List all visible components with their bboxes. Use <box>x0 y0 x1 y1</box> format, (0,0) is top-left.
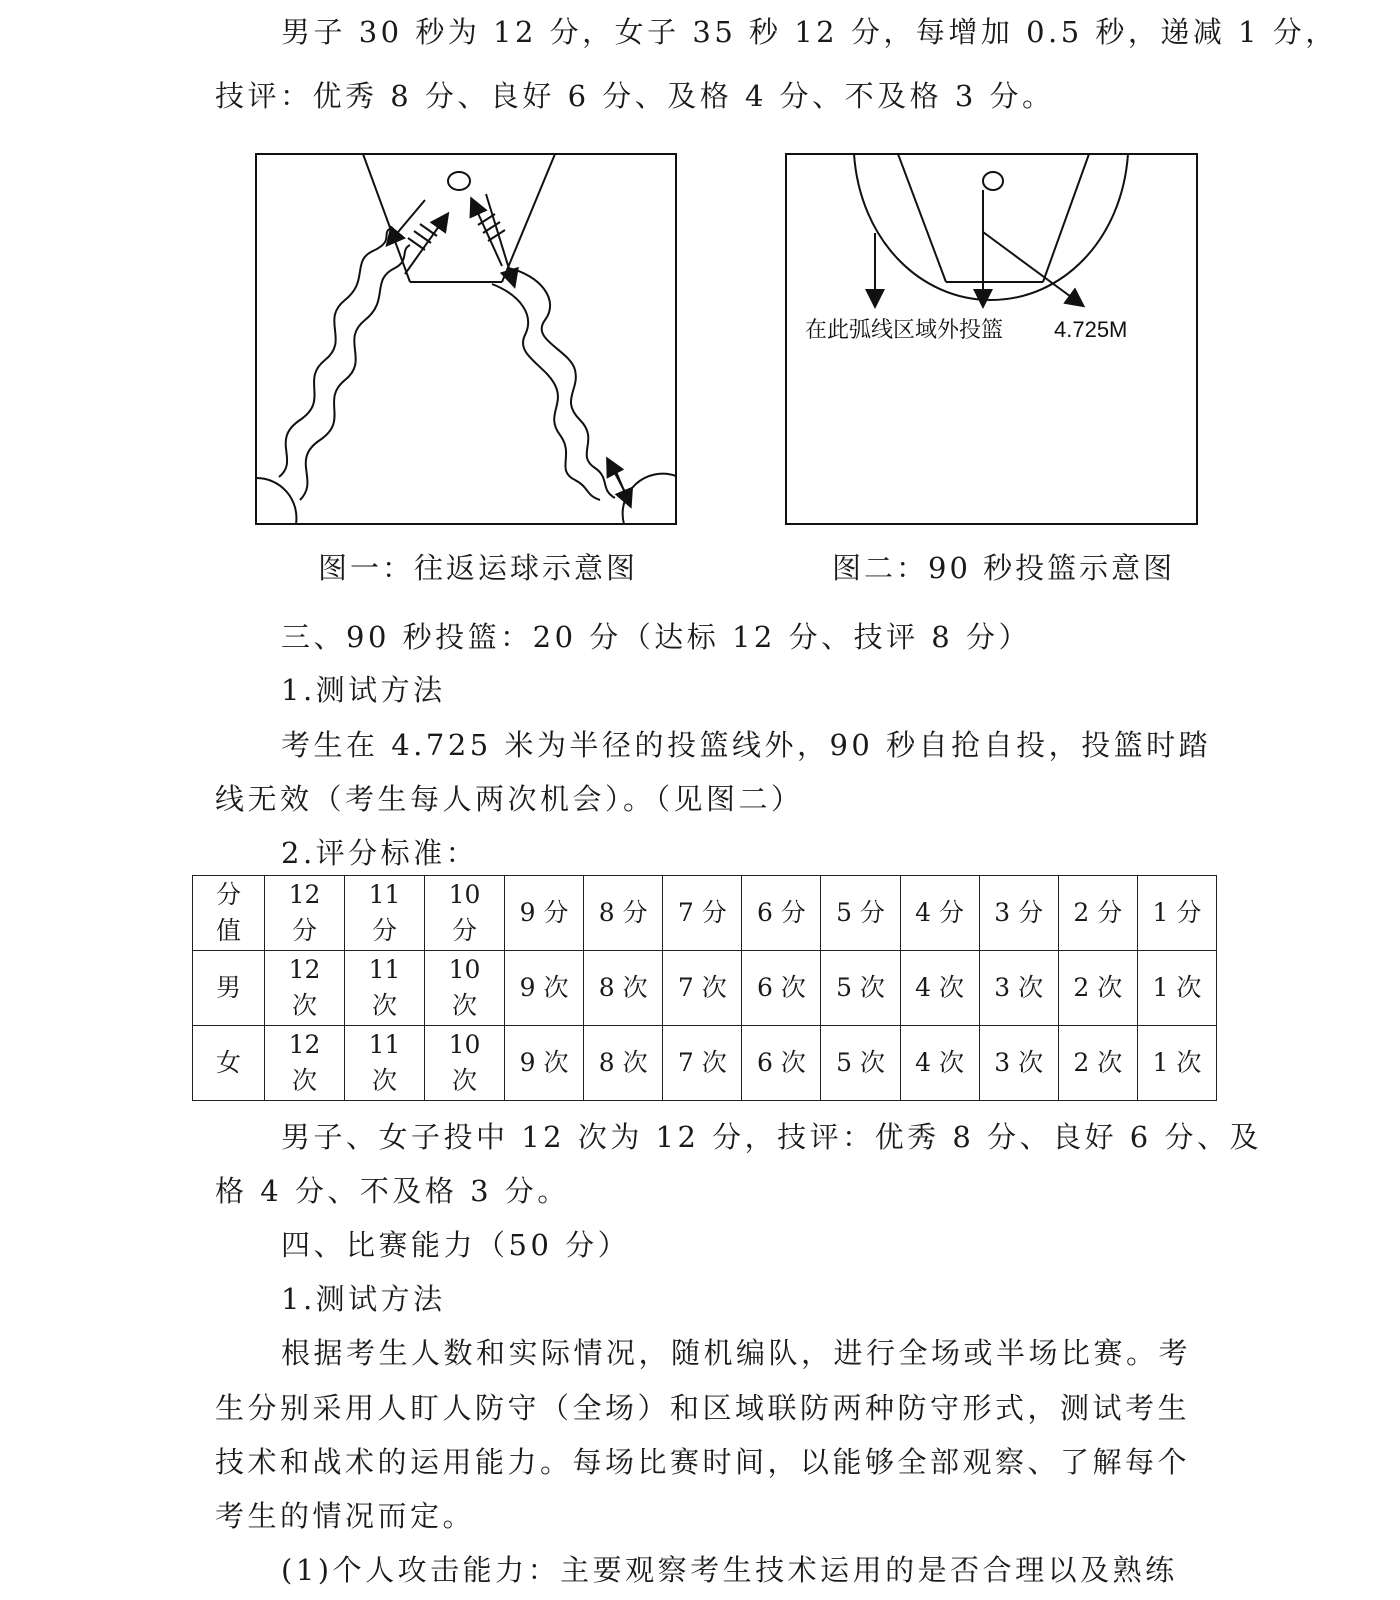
paragraph-line: 技术和战术的运用能力。每场比赛时间，以能够全部观察、了解每个 <box>215 1445 1191 1479</box>
table-cell: 4 次 <box>900 1026 979 1101</box>
table-cell: 3 分 <box>979 876 1058 951</box>
table-cell: 2 次 <box>1058 1026 1137 1101</box>
table-cell: 5 次 <box>821 1026 900 1101</box>
table-cell: 7 次 <box>663 1026 742 1101</box>
table-cell: 男 <box>193 951 265 1026</box>
table-cell: 9 分 <box>505 876 584 951</box>
paragraph-line: 考生的情况而定。 <box>215 1499 476 1533</box>
paragraph-line: 男子、女子投中 12 次为 12 分，技评：优秀 8 分、良好 6 分、及 <box>281 1120 1262 1154</box>
table-cell: 8 次 <box>584 1026 663 1101</box>
section-heading: 四、比赛能力（50 分） <box>281 1228 631 1262</box>
table-cell: 8 分 <box>584 876 663 951</box>
paragraph-line: 男子 30 秒为 12 分，女子 35 秒 12 分，每增加 0.5 秒，递减 1 分， <box>281 15 1338 49</box>
table-cell: 12 次 <box>265 1026 345 1101</box>
table-cell: 5 次 <box>821 951 900 1026</box>
paragraph-line: 考生在 4.725 米为半径的投篮线外，90 秒自抢自投，投篮时踏 <box>281 728 1212 762</box>
table-cell: 9 次 <box>505 1026 584 1101</box>
paragraph-line: 根据考生人数和实际情况，随机编队，进行全场或半场比赛。考 <box>281 1336 1192 1370</box>
table-cell: 10 分 <box>425 876 505 951</box>
table-cell: 10 次 <box>425 951 505 1026</box>
table-cell: 6 次 <box>742 951 821 1026</box>
paragraph-line: 生分别采用人盯人防守（全场）和区域联防两种防守形式，测试考生 <box>215 1391 1191 1425</box>
table-cell: 3 次 <box>979 1026 1058 1101</box>
table-cell: 9 次 <box>505 951 584 1026</box>
arc-area-label: 在此弧线区域外投篮 <box>805 317 1004 342</box>
table-cell: 2 次 <box>1058 951 1137 1026</box>
table-cell: 11 次 <box>345 1026 425 1101</box>
subheading: 1.测试方法 <box>281 673 446 707</box>
subheading: 1.测试方法 <box>281 1282 446 1316</box>
table-cell: 女 <box>193 1026 265 1101</box>
figure1-caption: 图一：往返运球示意图 <box>318 551 639 585</box>
table-cell: 6 分 <box>742 876 821 951</box>
table-cell: 11 次 <box>345 951 425 1026</box>
table-cell: 7 次 <box>663 951 742 1026</box>
shooting-arc <box>854 154 1128 300</box>
table-cell: 1 分 <box>1137 876 1216 951</box>
hoop-icon <box>983 172 1003 190</box>
table-cell: 5 分 <box>821 876 900 951</box>
table-cell: 12 次 <box>265 951 345 1026</box>
table-row <box>193 1026 1217 1101</box>
table-cell: 分 值 <box>193 876 265 951</box>
table-cell: 1 次 <box>1137 951 1216 1026</box>
table-row <box>193 876 1217 951</box>
table-cell: 3 次 <box>979 951 1058 1026</box>
table-cell: 12 分 <box>265 876 345 951</box>
table-cell: 4 次 <box>900 951 979 1026</box>
table-cell: 2 分 <box>1058 876 1137 951</box>
paragraph-line: 格 4 分、不及格 3 分。 <box>215 1174 570 1208</box>
paragraph-line: (1)个人攻击能力：主要观察考生技术运用的是否合理以及熟练 <box>281 1553 1178 1587</box>
table-cell: 4 分 <box>900 876 979 951</box>
table-cell: 8 次 <box>584 951 663 1026</box>
paragraph-line: 技评：优秀 8 分、良好 6 分、及格 4 分、不及格 3 分。 <box>215 79 1055 113</box>
scoring-table <box>192 875 1217 1101</box>
radius-label: 4.725M <box>1054 317 1128 342</box>
table-cell: 10 次 <box>425 1026 505 1101</box>
table-cell: 6 次 <box>742 1026 821 1101</box>
figure2-caption: 图二：90 秒投篮示意图 <box>832 551 1176 585</box>
table-row <box>193 951 1217 1026</box>
table-cell: 1 次 <box>1137 1026 1216 1101</box>
table-cell: 7 分 <box>663 876 742 951</box>
table-cell: 11 分 <box>345 876 425 951</box>
section-heading: 三、90 秒投篮：20 分（达标 12 分、技评 8 分） <box>281 620 1031 654</box>
subheading: 2.评分标准： <box>281 836 479 870</box>
paragraph-line: 线无效（考生每人两次机会）。（见图二） <box>215 782 804 816</box>
